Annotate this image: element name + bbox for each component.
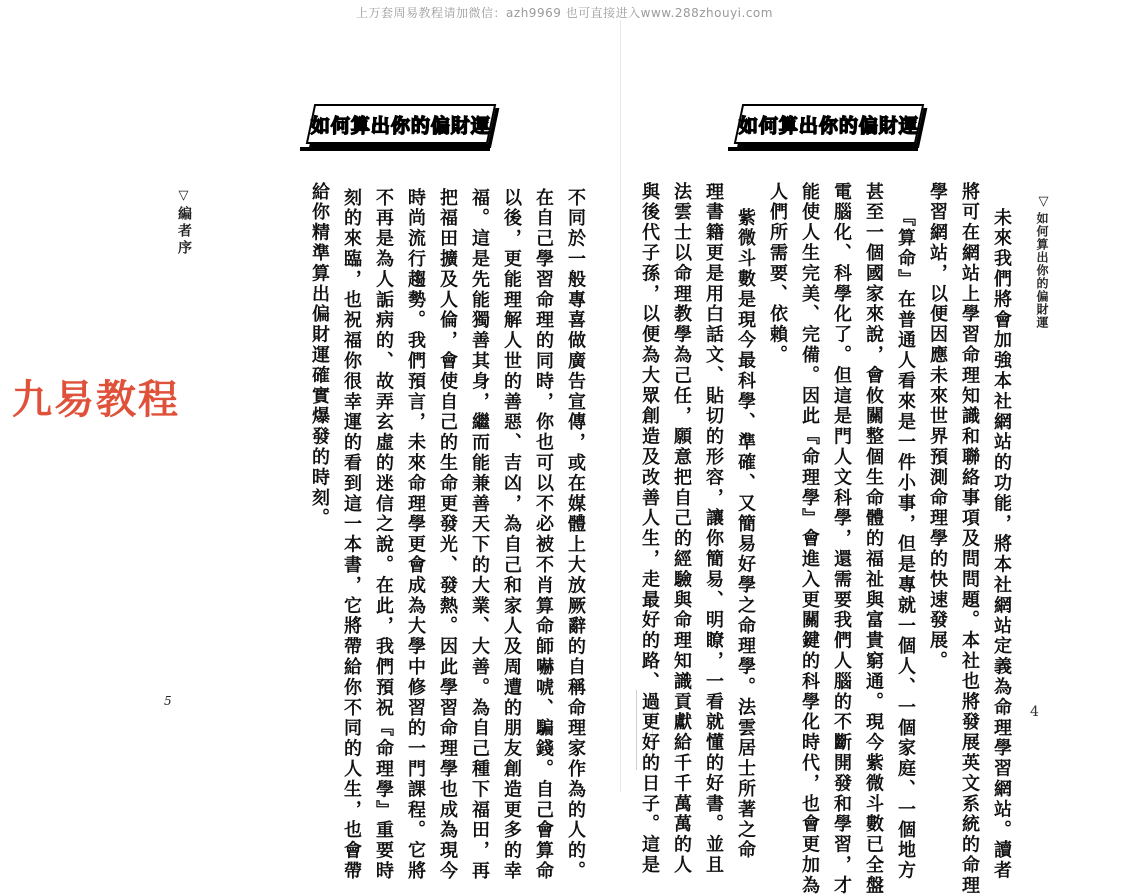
running-header-marker: ▽: [1036, 194, 1051, 210]
text-column: 在自己學習命理的同時，你也可以不必被不肖算命師嚇唬、騙錢。自己會算命: [533, 188, 554, 882]
watermark-logo: 九易教程: [12, 377, 180, 423]
text-column: 不同於一般專喜做廣告宣傳，或在媒體上大放厥辭的自稱命理家作為的人的。: [565, 188, 586, 882]
text-column: 時尚流行趨勢。我們預言，未來命理學更會成為大學中修習的一門課程。它將: [405, 188, 426, 882]
text-column: 電腦化、科學化了。但這是門人文科學，還需要我們人腦的不斷開發和學習，才: [831, 182, 852, 896]
text-column: 福。這是先能獨善其身，繼而能兼善天下的大業、大善。為自己種下福田，再: [469, 188, 490, 882]
running-header: 如何算出你的偏財運: [1035, 212, 1049, 329]
text-column: 學習網站，以便因應未來世界預測命理學的快速發展。: [927, 182, 948, 672]
text-column: 與後代子孫，以便為大眾創造及改善人生，走最好的路、過更好的日子。這是: [639, 182, 660, 876]
text-column: 把福田擴及人倫，會使自己的生命更發光、發熱。因此學習命理學也成為現今: [437, 188, 458, 882]
text-column: 法雲士以命理教學為己任，願意把自己的經驗與命理知識貢獻給千千萬萬的人: [671, 182, 692, 876]
text-column: 未來我們將會加強本社網站的功能，將本社網站定義為命理學習網站。讀者: [991, 208, 1012, 882]
text-column: 紫微斗數是現今最科學、準確、又簡易好學之命理學。法雲居士所著之命: [735, 208, 756, 861]
edge-mark: 4: [1030, 704, 1039, 720]
text-column: 理書籍更是用白話文、貼切的形容，讓你簡易、明瞭，一看就懂的好書。並且: [703, 182, 724, 876]
title-banner-left: [306, 104, 497, 144]
section-header: 編者序: [176, 206, 192, 257]
text-column: 不再是為人詬病的、故弄玄虛的迷信之說。在此，我們預祝『命理學』重要時: [373, 188, 394, 882]
text-column: 將可在網站上學習命理知識和聯絡事項及問問題。本社也將發展英文系統的命理: [959, 182, 980, 896]
page-number: 5: [164, 694, 172, 708]
text-column: 給你精準算出偏財運確實爆發的時刻。: [309, 182, 330, 529]
title-banner-underline: [300, 147, 490, 151]
title-banner-text: 如何算出你的偏財運: [739, 114, 920, 137]
text-column: 甚至一個國家來說，會攸關整個生命體的福祉與富貴窮通。現今紫微斗數已全盤: [863, 182, 884, 896]
text-column: 刻的來臨，也祝福你很幸運的看到這一本書，它將帶給你不同的人生，也會帶: [341, 188, 362, 882]
top-caption: 上万套周易教程请加微信：azh9969 也可直接进入www.288zhouyi.com: [356, 6, 773, 20]
text-column: 『算命』在普通人看來是一件小事，但是專就一個人、一個家庭、一個地方: [895, 208, 916, 882]
text-column: 人們所需要、依賴。: [767, 182, 788, 366]
text-column: 能使人生完美、完備。因此『命理學』會進入更關鍵的科學化時代，也會更加為: [799, 182, 820, 896]
page-gutter: [620, 20, 621, 792]
scan-line: [636, 690, 637, 770]
title-banner-right: [734, 104, 925, 144]
title-banner-text: 如何算出你的偏財運: [311, 114, 492, 137]
header-marker: ▽: [176, 188, 191, 204]
title-banner-underline: [728, 147, 918, 151]
text-column: 以後，更能理解人世的善惡、吉凶，為自己和家人及周遭的朋友創造更多的幸: [501, 188, 522, 882]
